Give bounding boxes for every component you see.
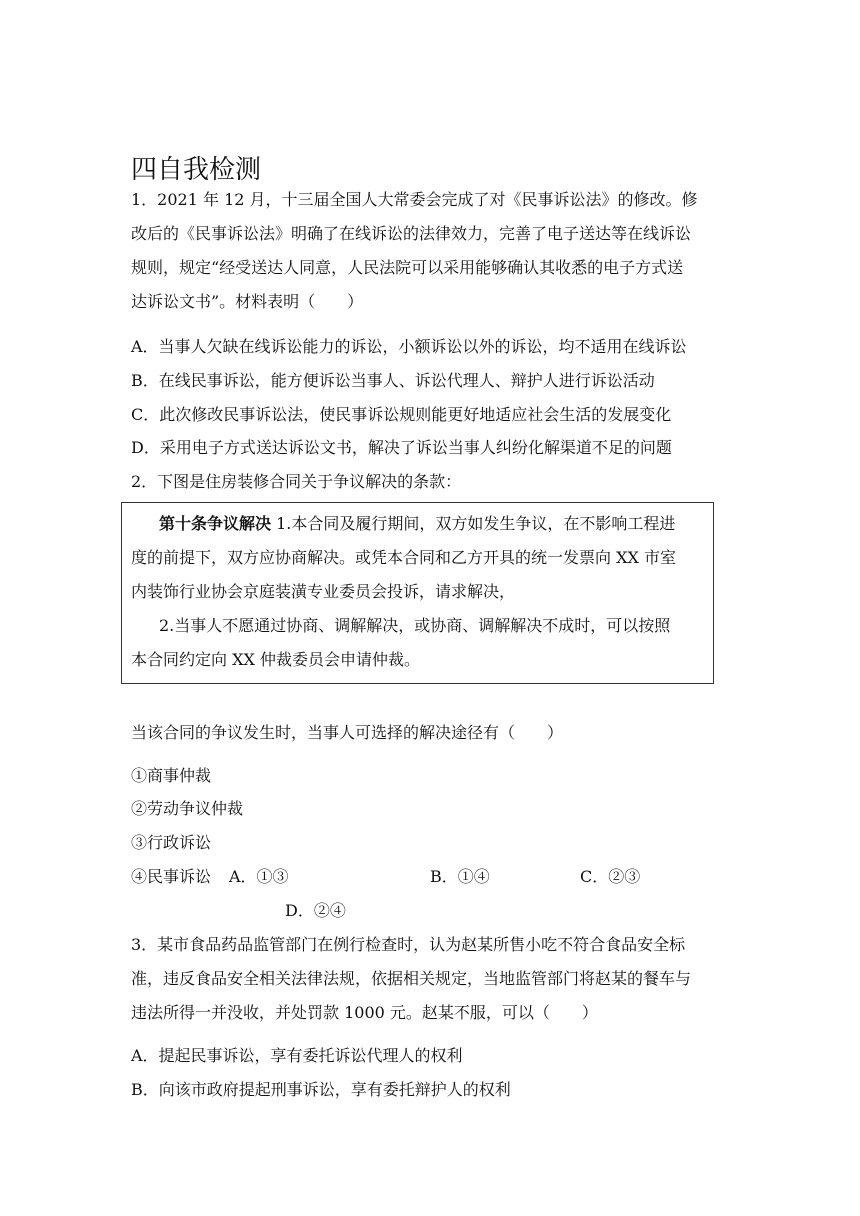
clause-line-3: 内装饰行业协会京庭装潢专业委员会投诉，请求解决， [131,582,516,601]
q1-option-c: C．此次修改民事诉讼法，使民事诉讼规则能更好地适应社会生活的发展变化 [131,405,672,424]
q2-option-b: B．①④ [430,867,490,886]
section-title: 四自我检测 [131,155,262,185]
q1-stem-line: 改后的《民事诉讼法》明确了在线诉讼的法律效力，完善了电子送达等在线诉讼 [131,224,692,243]
q2-option-a: A．①③ [229,867,289,886]
q2-item-1: ①商事仲裁 [131,766,212,785]
q1-stem-line: 1．2021 年 12 月，十三届全国人大常委会完成了对《民事诉讼法》的修改。修 [131,190,698,209]
q2-item-4: ④民事诉讼 [131,867,212,886]
clause-line-1 [159,513,675,535]
contract-clause-box [121,502,714,684]
q2-stem: 2．下图是住房装修合同关于争议解决的条款： [131,472,462,491]
clause-line-4: 2.当事人不愿通过协商、调解解决，或协商、调解解决不成时，可以按照 [159,616,671,635]
q3-option-a: A．提起民事诉讼，享有委托诉讼代理人的权利 [131,1046,463,1065]
q2-item-3: ③行政诉讼 [131,833,212,852]
clause-line-2: 度的前提下，双方应协商解决。或凭本合同和乙方开具的统一发票向 XX 市室 [131,548,676,567]
q2-option-d: D．②④ [285,901,346,920]
clause-heading: 第十条争议解决 [159,514,272,533]
q1-option-d: D．采用电子方式送达诉讼文书，解决了诉讼当事人纠纷化解渠道不足的问题 [131,438,672,457]
q1-stem-line: 规则，规定“经受送达人同意，人民法院可以采用能够确认其收悉的电子方式送 [131,258,684,277]
clause-line-1-text: 1.本合同及履行期间，双方如发生争议，在不影响工程进 [271,514,676,533]
clause-line-5: 本合同约定向 XX 仲裁委员会申请仲裁。 [131,650,420,669]
q3-stem-line: 违法所得一并没收，并处罚款 1000 元。赵某不服，可以（ ） [131,1003,598,1022]
q3-option-b: B．向该市政府提起刑事诉讼，享有委托辩护人的权利 [131,1080,511,1099]
q3-stem-line: 3．某市食品药品监管部门在例行检查时，认为赵某所售小吃不符合食品安全标 [131,935,686,954]
q1-option-a: A．当事人欠缺在线诉讼能力的诉讼，小额诉讼以外的诉讼，均不适用在线诉讼 [131,337,687,356]
q2-question: 当该合同的争议发生时，当事人可选择的解决途径有（ ） [131,723,564,742]
q2-option-c: C．②③ [580,867,641,886]
q2-item-2: ②劳动争议仲裁 [131,799,244,818]
q3-stem-line: 准，违反食品安全相关法律法规，依据相关规定，当地监管部门将赵某的餐车与 [131,969,692,988]
q1-option-b: B．在线民事诉讼，能方便诉讼当事人、诉讼代理人、辩护人进行诉讼活动 [131,371,655,390]
q1-stem-line: 达诉讼文书”。材料表明（ ） [131,292,364,311]
